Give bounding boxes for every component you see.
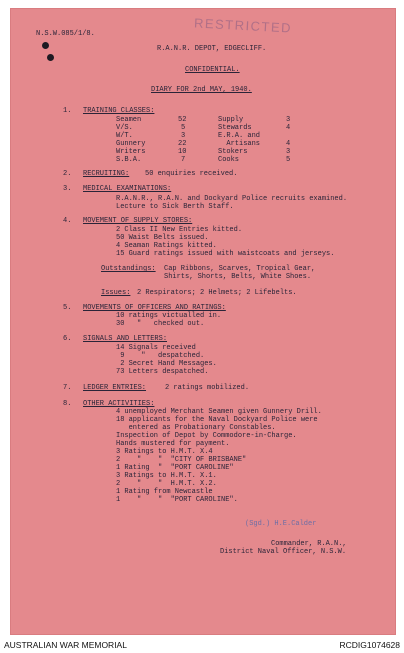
issues-text: 2 Respirators; 2 Helmets; 2 Lifebelts. xyxy=(137,289,297,297)
activity-line: 2 " " "CITY OF BRISBANE" xyxy=(116,456,247,464)
activity-line: 4 unemployed Merchant Seamen given Gunnery Drill. xyxy=(116,408,322,416)
section-title-supply: MOVEMENT OF SUPPLY STORES: xyxy=(83,217,193,225)
section-title-medical: MEDICAL EXAMINATIONS: xyxy=(83,185,172,193)
class-name: Stewards xyxy=(218,124,252,132)
class-count: 5 xyxy=(286,156,291,164)
punch-hole xyxy=(47,54,54,61)
activity-line: Hands mustered for payment. xyxy=(116,440,230,448)
section-number: 5. xyxy=(63,304,72,312)
movements-line: 30 " checked out. xyxy=(116,320,205,328)
outstandings-line: Cap Ribbons, Scarves, Tropical Gear, xyxy=(164,265,316,273)
section-number: 6. xyxy=(63,335,72,343)
activity-line: entered as Probationary Constables. xyxy=(116,424,276,432)
supply-line: 2 Class II New Entries kitted. xyxy=(116,226,243,234)
class-name: Writers xyxy=(116,148,146,156)
activity-line: 1 Rating " "PORT CAROLINE" xyxy=(116,464,234,472)
class-count: 3 xyxy=(286,116,291,124)
footer-record-id: RCDIG1074628 xyxy=(339,640,400,650)
section-title-ledger: LEDGER ENTRIES: xyxy=(83,384,147,392)
class-count: 7 xyxy=(181,156,186,164)
class-count: 4 xyxy=(286,140,291,148)
activity-line: 18 applicants for the Naval Dockyard Police were xyxy=(116,416,318,424)
activity-line: 1 " " "PORT CAROLINE". xyxy=(116,496,238,504)
signatory-title: Commander, R.A.N., xyxy=(271,540,347,548)
outstandings-label: Outstandings: xyxy=(101,265,156,273)
medical-line: R.A.N.R., R.A.N. and Dockyard Police recruits examined. xyxy=(116,195,348,203)
section-title-movements: MOVEMENTS OF OFFICERS AND RATINGS: xyxy=(83,304,226,312)
signals-line: 14 Signals received xyxy=(116,344,196,352)
class-name: W/T. xyxy=(116,132,133,140)
activity-line: 3 Ratings to H.M.T. X.1. xyxy=(116,472,217,480)
diary-date-heading: DIARY FOR 2nd MAY, 1940. xyxy=(151,86,252,94)
reference-number: N.S.W.085/1/8. xyxy=(36,30,95,38)
signature-stamp: (Sgd.) H.E.Calder xyxy=(245,520,317,528)
class-count: 10 xyxy=(178,148,187,156)
section-title-recruiting: RECRUITING: xyxy=(83,170,130,178)
class-name: E.R.A. and xyxy=(218,132,261,140)
class-count: 3 xyxy=(286,148,291,156)
restricted-stamp: RESTRICTED xyxy=(193,15,293,36)
signals-line: 9 " despatched. xyxy=(116,352,205,360)
activity-line: 3 Ratings to H.M.T. X.4 xyxy=(116,448,213,456)
class-count: 5 xyxy=(181,124,186,132)
footer-archive-name: AUSTRALIAN WAR MEMORIAL xyxy=(4,640,127,650)
activity-line: Inspection of Depot by Commodore-in-Charge. xyxy=(116,432,297,440)
classification-heading: CONFIDENTIAL. xyxy=(185,66,240,74)
section-number: 4. xyxy=(63,217,72,225)
activity-line: 1 Rating from Newcastle xyxy=(116,488,213,496)
section-number: 2. xyxy=(63,170,72,178)
class-name: Seamen xyxy=(116,116,142,124)
supply-line: 15 Guard ratings issued with waistcoats and jerseys. xyxy=(116,250,335,258)
supply-line: 50 Waist Belts issued. xyxy=(116,234,209,242)
class-name: Gunnery xyxy=(116,140,146,148)
activity-line: 2 " " H.M.T. X.2. xyxy=(116,480,217,488)
section-title-other: OTHER ACTIVITIES: xyxy=(83,400,155,408)
class-name: S.B.A. xyxy=(116,156,142,164)
ledger-text: 2 ratings mobilized. xyxy=(165,384,250,392)
organisation-heading: R.A.N.R. DEPOT, EDGECLIFF. xyxy=(157,45,267,53)
class-count: 3 xyxy=(181,132,186,140)
section-title-signals: SIGNALS AND LETTERS: xyxy=(83,335,168,343)
outstandings-line: Shirts, Shorts, Belts, White Shoes. xyxy=(164,273,312,281)
signals-line: 73 Letters despatched. xyxy=(116,368,209,376)
signatory-office: District Naval Officer, N.S.W. xyxy=(220,548,347,556)
class-count: 52 xyxy=(178,116,187,124)
section-number: 7. xyxy=(63,384,72,392)
class-name: Supply xyxy=(218,116,244,124)
class-name: Artisans xyxy=(218,140,261,148)
class-name: V/S. xyxy=(116,124,133,132)
movements-line: 10 ratings victualled in. xyxy=(116,312,222,320)
class-name: Stokers xyxy=(218,148,248,156)
class-name: Cooks xyxy=(218,156,240,164)
section-title-training: TRAINING CLASSES: xyxy=(83,107,155,115)
section-number: 1. xyxy=(63,107,72,115)
signals-line: 2 Secret Hand Messages. xyxy=(116,360,217,368)
issues-label: Issues: xyxy=(101,289,131,297)
section-number: 8. xyxy=(63,400,72,408)
medical-line: Lecture to Sick Berth Staff. xyxy=(116,203,234,211)
recruiting-text: 50 enquiries received. xyxy=(145,170,238,178)
section-number: 3. xyxy=(63,185,72,193)
supply-line: 4 Seaman Ratings kitted. xyxy=(116,242,217,250)
class-count: 22 xyxy=(178,140,187,148)
class-count: 4 xyxy=(286,124,291,132)
punch-hole xyxy=(42,42,49,49)
